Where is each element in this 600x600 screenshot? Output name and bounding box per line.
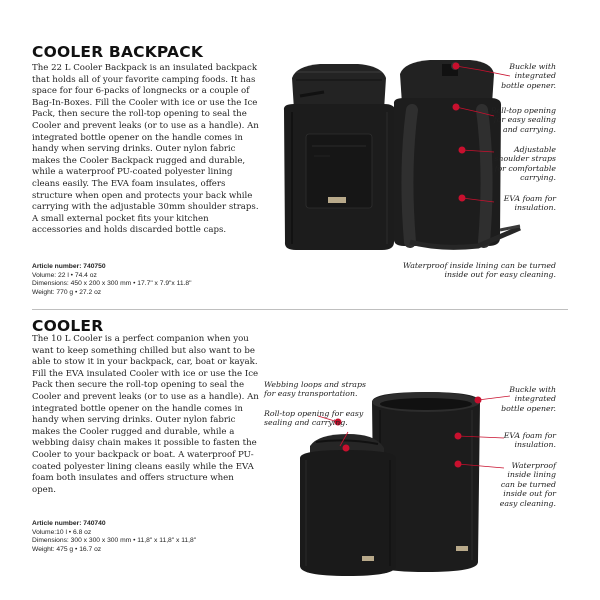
backpack-dimensions: Dimensions: 450 x 200 x 300 mm • 17.7" x 7.9"x 11.8" bbox=[32, 280, 192, 288]
cooler-volume: Volume:10 l • 6.8 oz bbox=[32, 528, 92, 536]
cooler-dimensions: Dimensions: 300 x 300 x 300 mm • 11,8" x 11,8" x 11,8" bbox=[32, 537, 197, 545]
cooler-article-number: Article number: 740740 bbox=[32, 520, 106, 527]
cooler-callout-lining: Waterproof inside lining can be turned inside out for easy cleaning. bbox=[499, 461, 556, 508]
backpack-callout-foam: EVA foam for insulation. bbox=[503, 194, 556, 213]
backpack-title: COOLER BACKPACK bbox=[32, 43, 204, 61]
cooler-callout-webbing: Webbing loops and straps for easy transportation. bbox=[264, 380, 366, 399]
backpack-callout-lining: Waterproof inside lining can be turned inside out for easy cleaning. bbox=[402, 261, 556, 280]
cooler-illustration bbox=[0, 310, 600, 600]
cooler-weight: Weight: 475 g • 16.7 oz bbox=[32, 545, 102, 553]
cooler-callout-foam: EVA foam for insulation. bbox=[503, 431, 556, 450]
cooler-title: COOLER bbox=[32, 317, 104, 335]
cooler-callout-buckle: Buckle with integrated bottle opener. bbox=[501, 385, 556, 413]
backpack-front-image bbox=[284, 64, 395, 250]
cooler-section bbox=[0, 310, 600, 600]
backpack-article-number: Article number: 740750 bbox=[32, 263, 106, 270]
cooler-callout-rolltop: Roll-top opening for easy sealing and carrying. bbox=[264, 409, 364, 428]
backpack-weight: Weight: 770 g • 27.2 oz bbox=[32, 288, 102, 296]
backpack-callout-straps: Adjustable shoulder straps for comfortable carrying. bbox=[494, 145, 556, 183]
backpack-description: The 22 L Cooler Backpack is an insulated backpack that holds all of your favorite camping foods. It has space for four 6-packs of longnecks or a couple of Bag-In-Boxes. Fill the Cooler with ice or use the Ice Pack, then secure the roll-top opening to seal the Cooler and prevent leaks (or to use as a handle). An integrated bottle opener on the handle comes in handy when serving drinks. Outer nylon fabric makes the Cooler Backpack rugged and durable, while a waterproof PU-coated polyester lining cleans easily. The EVA foam insulates, offers structure when open and protects your back while carrying with the adjustable 30mm shoulder straps. A small external pocket fits your kitchen accessories and holds discarded bottle caps. bbox=[32, 63, 259, 236]
backpack-callout-rolltop: Roll-top opening for easy sealing and carrying. bbox=[490, 106, 556, 134]
backpack-callout-buckle: Buckle with integrated bottle opener. bbox=[501, 62, 556, 90]
backpack-volume: Volume: 22 l • 74.4 oz bbox=[32, 271, 97, 279]
cooler-description: The 10 L Cooler is a perfect companion when you want to keep something chilled but also want to be able to stow it in your backpack, car, boat or kayak. Fill the EVA insulated Cooler with ice or use the Ice Pack then secure the roll-top opening to seal the Cooler and prevent leaks (or to use as a handle). An integrated bottle opener on the handle comes in handy when serving drinks. Outer nylon fabric makes the Cooler rugged and durable, while a webbing daisy chain makes it possible to fasten the Cooler to your backpack or boat. A waterproof PU-coated polyester lining cleans easily while the EVA foam both insulates and offers structure when open. bbox=[32, 334, 259, 495]
cooler-closed-image bbox=[300, 434, 396, 576]
